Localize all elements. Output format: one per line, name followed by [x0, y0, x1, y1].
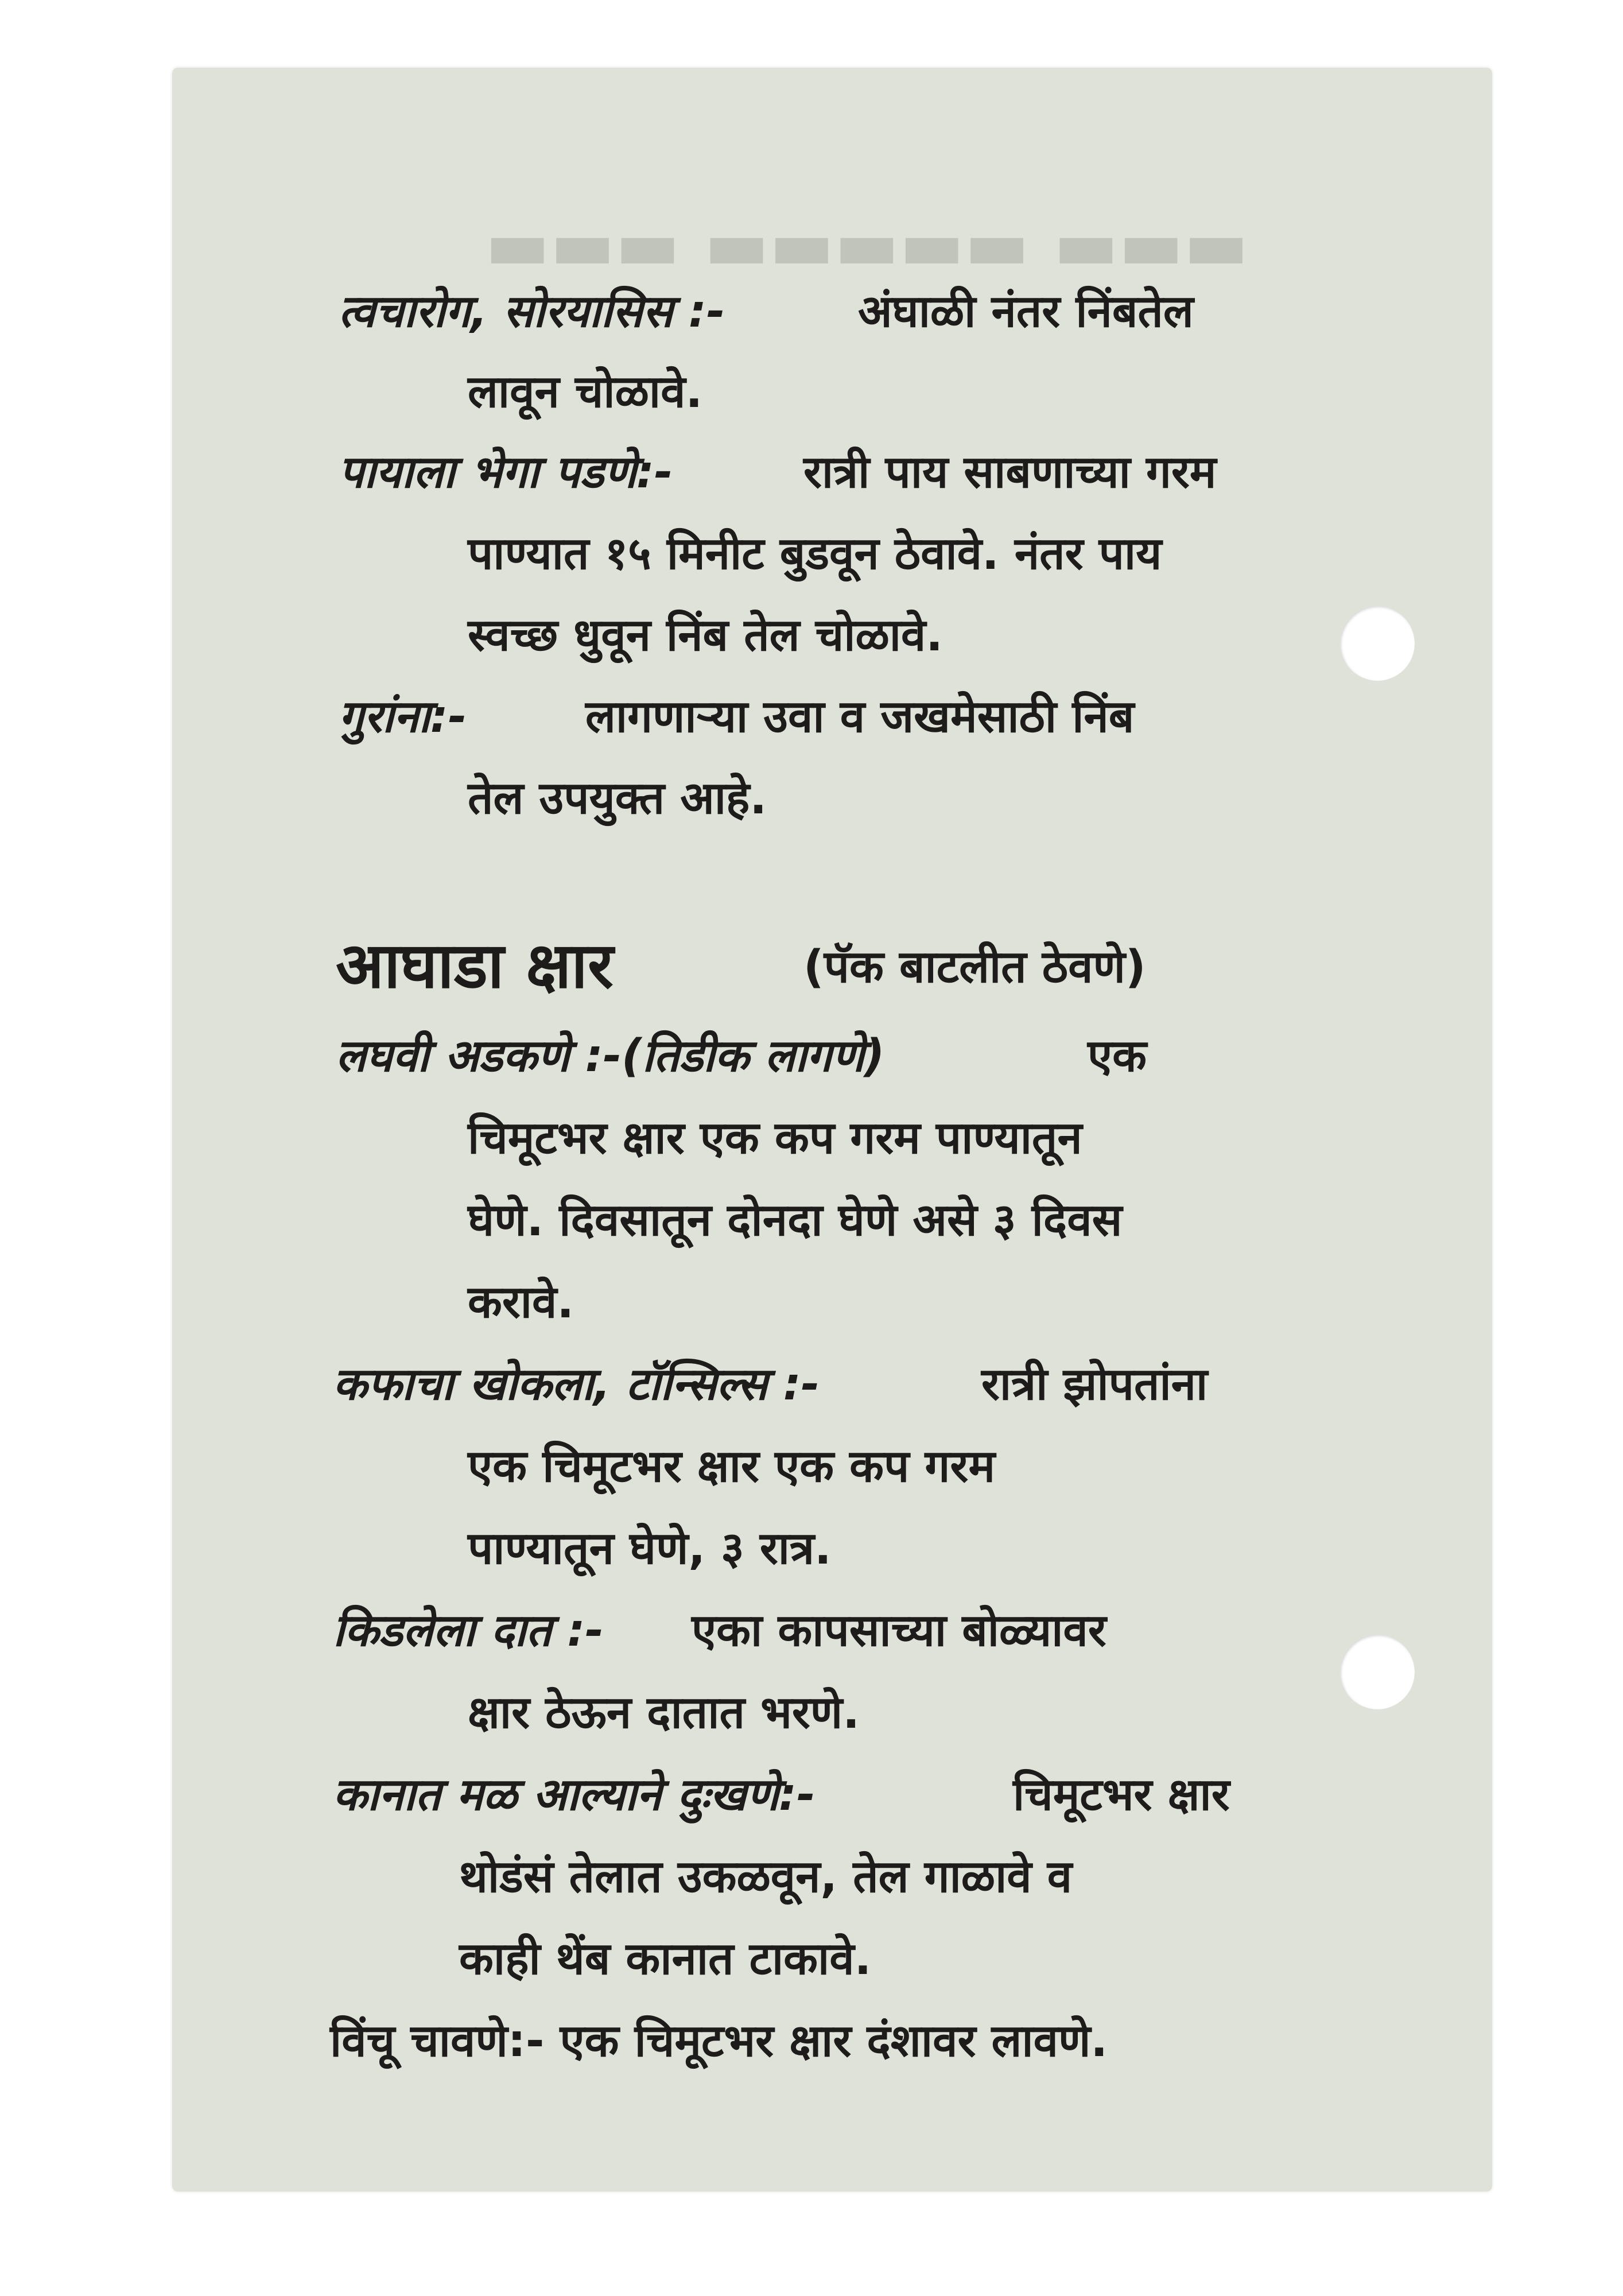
entry-continuation: काही थेंब कानात टाकावे.	[459, 1933, 872, 1985]
entry-term: त्वचारोग, सोरयासिस :-	[339, 286, 725, 338]
entry-term: किडलेला दात :-	[333, 1605, 604, 1657]
show-through-text: ▬▬▬ ▬▬▬▬▬ ▬▬▬	[485, 205, 1249, 285]
entry-continuation: तेल उपयुक्त आहे.	[468, 773, 767, 824]
entry-continuation: थोडंसं तेलात उकळवून, तेल गाळावे व	[459, 1851, 1073, 1903]
entry-text: रात्री पाय साबणाच्या गरम	[803, 447, 1217, 498]
entry-continuation: करावे.	[468, 1277, 574, 1328]
entry-text: चिमूटभर क्षार	[1013, 1769, 1230, 1821]
page-card	[172, 68, 1492, 2192]
entry-continuation: एक चिमूटभर क्षार एक कप गरम	[468, 1441, 995, 1492]
entry-continuation: पाण्यात १५ मिनीट बुडवून ठेवावे. नंतर पाय	[468, 528, 1162, 580]
entry-continuation: चिमूटभर क्षार एक कप गरम पाण्यातून	[468, 1112, 1082, 1164]
entry-term: गुरांना:-	[339, 691, 467, 743]
last-entry: विंचू चावणे:- एक चिमूटभर क्षार दंशावर लावणे.	[330, 2015, 1108, 2067]
entry-continuation: लावून चोळावे.	[468, 366, 703, 418]
entry-term: पायाला भेगा पडणे:-	[339, 447, 673, 498]
punch-hole	[1340, 606, 1415, 681]
entry-continuation: घेणे. दिवसातून दोनदा घेणे असे ३ दिवस	[468, 1194, 1123, 1246]
entry-continuation: स्वच्छ धुवून निंब तेल चोळावे.	[468, 610, 943, 661]
entry-continuation: क्षार ठेऊन दातात भरणे.	[468, 1687, 860, 1739]
entry-text: लागणाऱ्या उवा व जखमेसाठी निंब	[585, 691, 1135, 743]
entry-term: कफाचा खोकला, टॉन्सिल्स :-	[333, 1359, 820, 1410]
entry-continuation: पाण्यातून घेणे, ३ रात्र.	[468, 1523, 832, 1574]
entry-text: एका कापसाच्या बोळ्यावर	[692, 1605, 1106, 1657]
entry-text: रात्री झोपतांना	[981, 1359, 1208, 1410]
entry-term: कानात मळ आल्याने दुःखणे:-	[333, 1769, 816, 1821]
punch-hole	[1340, 1635, 1415, 1709]
section-heading: आघाडा क्षार	[336, 929, 614, 1002]
entry-text: अंघाळी नंतर निंबतेल	[858, 286, 1194, 338]
section-note: (पॅक बाटलीत ठेवणे)	[803, 941, 1146, 993]
entry-text: एक	[1088, 1030, 1147, 1082]
entry-term: लघवी अडकणे :-(तिडीक लागणे)	[336, 1030, 885, 1082]
